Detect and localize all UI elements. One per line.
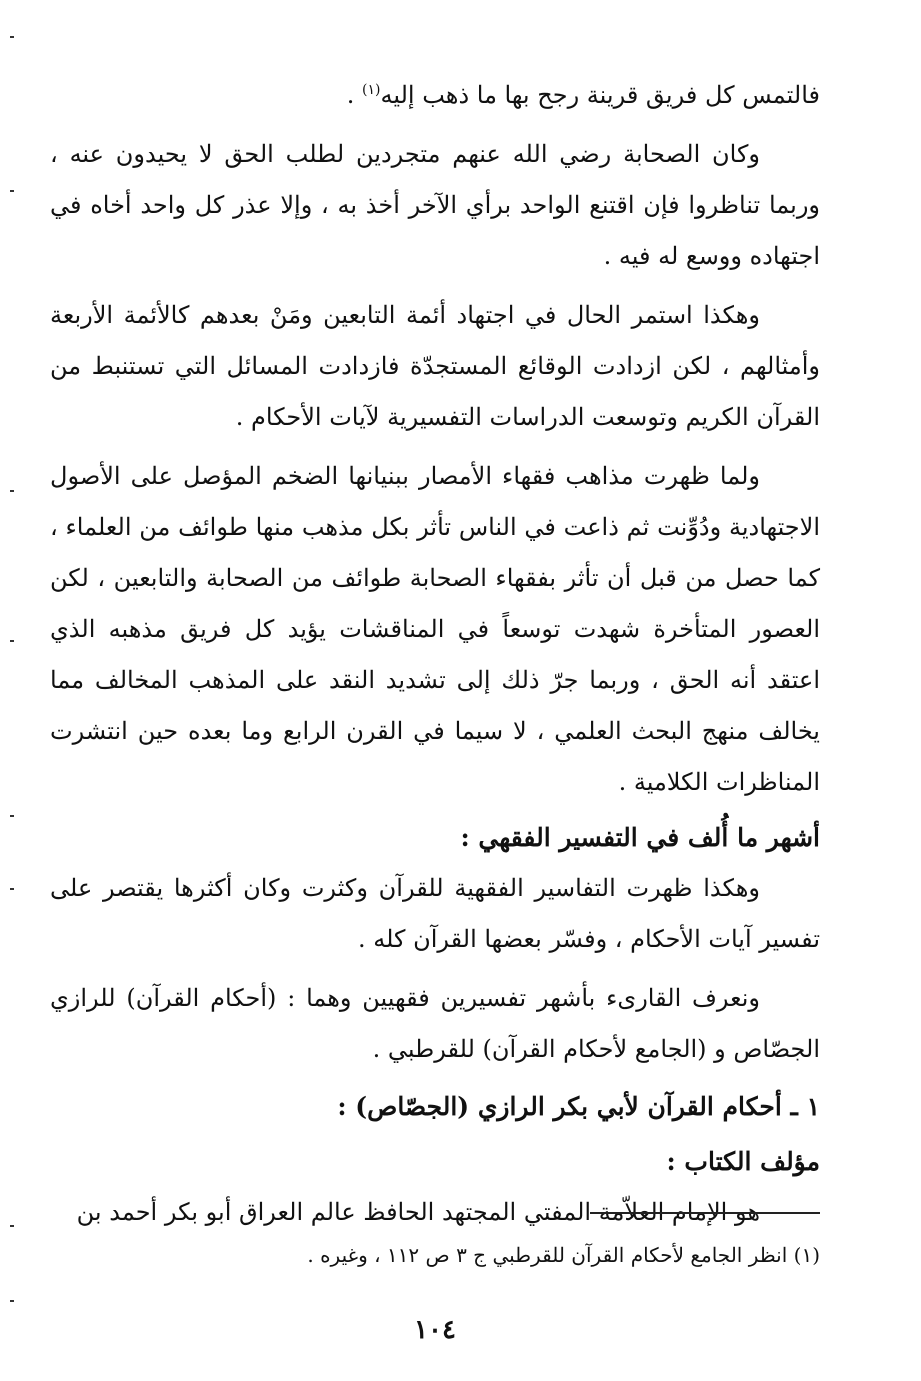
- footnote: (١) انظر الجامع لأحكام القرآن للقرطبي ج ٣ ص ١١٢ ، وغيره .: [307, 1243, 820, 1267]
- paragraph-1-text: فالتمس كل فريق قرينة رجح بها ما ذهب إليه: [380, 81, 820, 109]
- author-heading: مؤلف الكتاب :: [666, 1147, 820, 1176]
- footnote-reference: (١): [362, 82, 381, 98]
- paragraph-5: وهكذا ظهرت التفاسير الفقهية للقرآن وكثرت وكان أكثرها يقتصر على تفسير آيات الأحكام ، وفسّر بعضها القرآن كله .: [50, 874, 820, 953]
- paragraph-2: وكان الصحابة رضي الله عنهم متجردين لطلب الحق لا يحيدون عنه ، وربما تناظروا فإن اقتنع الواحد برأي الآخر أخذ به ، وإلا عذر كل واحد أخاه في اجتهاده ووسع له فيه .: [50, 140, 821, 270]
- scan-mark: [10, 1225, 14, 1227]
- paragraph-1-end: .: [346, 81, 363, 109]
- scan-mark: [10, 490, 14, 492]
- page-number: ١٠٤: [414, 1315, 456, 1345]
- scan-mark: [10, 640, 14, 642]
- paragraph-6: ونعرف القارىء بأشهر تفسيرين فقهيين وهما : (أحكام القرآن) للرازي الجصّاص و (الجامع لأحكام القرآن) للقرطبي .: [50, 984, 820, 1063]
- scan-mark: [10, 815, 14, 817]
- paragraph-1: [50, 70, 820, 121]
- paragraph-4: ولما ظهرت مذاهب فقهاء الأمصار ببنيانها الضخم المؤصل على الأصول الاجتهادية ودُوِّنت ثم ذاعت في الناس تأثر بكل مذهب منها طوائف من العلماء ، كما حصل من قبل أن تأثر بفقهاء الصحابة طوائف من الصحابة والتابعين ، لكن العصور المتأخرة شهدت توسعاً في المناقشات يؤيد كل فريق مذهبه الذي اعتقد أنه الحق ، وربما جرّ ذلك إلى تشديد النقد على المذهب المخالف مما يخالف منهج البحث العلمي ، لا سيما في القرن الرابع وما بعده حين انتشرت المناظرات الكلامية .: [50, 462, 820, 796]
- paragraph-7: هو الإمام العلاّمة المفتي المجتهد الحافظ عالم العراق أبو بكر أحمد بن: [76, 1198, 760, 1226]
- subsection-heading: ١ ـ أحكام القرآن لأبي بكر الرازي (الجصّاص) :: [337, 1092, 820, 1121]
- scan-mark: [10, 36, 14, 38]
- scan-mark: [10, 888, 14, 890]
- scan-mark: [10, 1300, 14, 1302]
- footnote-separator: [590, 1212, 820, 1214]
- book-page: [50, 70, 820, 1360]
- scan-mark: [10, 190, 14, 192]
- section-heading: أشهر ما أُلف في التفسير الفقهي :: [460, 823, 820, 852]
- paragraph-3: وهكذا استمر الحال في اجتهاد أئمة التابعين ومَنْ بعدهم كالأئمة الأربعة وأمثالهم ، لكن ازدادت الوقائع المستجدّة فازدادت المسائل التي تستنبط من القرآن الكريم وتوسعت الدراسات التفسيرية لآيات الأحكام .: [50, 301, 820, 431]
